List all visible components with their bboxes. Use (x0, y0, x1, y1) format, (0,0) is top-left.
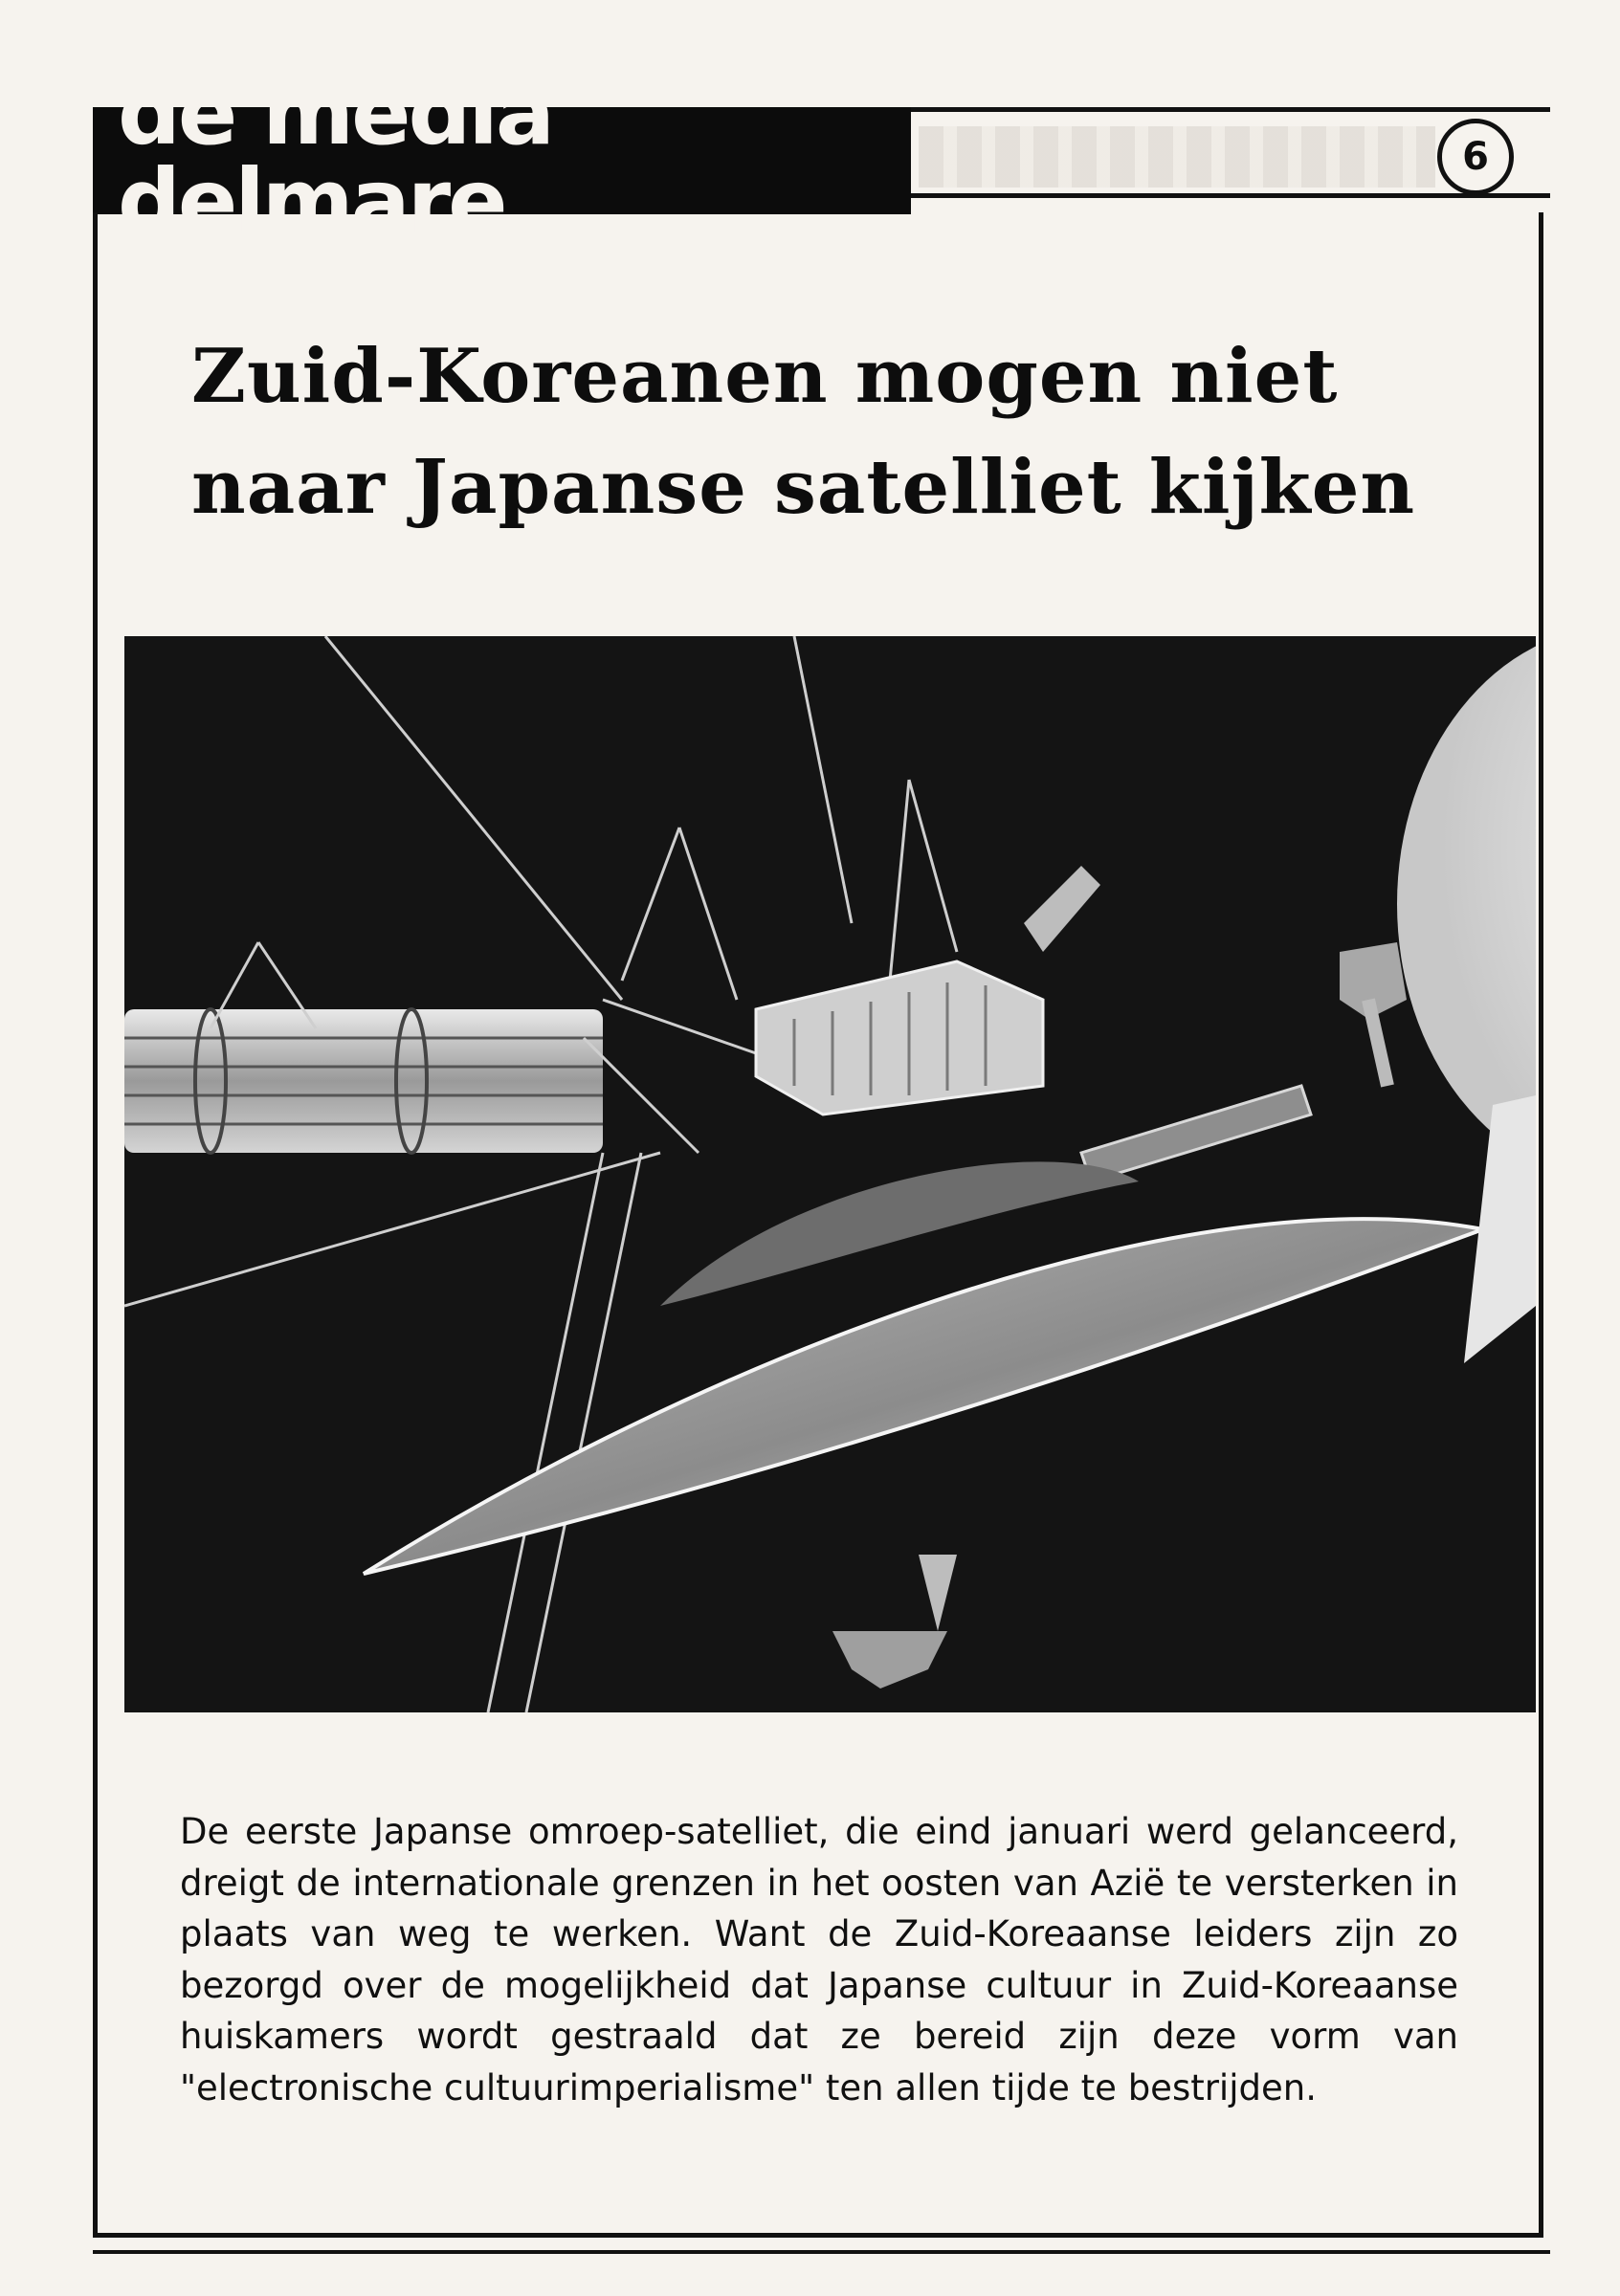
headline-line-1: Zuid-Koreanen mogen niet (191, 333, 1339, 420)
photo-caption: De eerste Japanse omroep-satelliet, die eind januari werd gelanceerd, dreigt de internationale grenzen in het oosten van Azië te versterken in plaats van weg te werken. Want de Zuid-Koreaanse leiders zijn zo bezorgd over de mogelijkheid dat Japanse cultuur in Zuid-Koreaanse huiskamers wordt gestraald dat ze bereid zijn deze vorm van "electronische cultuurimperialisme" ten allen tijde te bestrijden. (180, 1811, 1458, 2108)
headline-line-2: naar Japanse satelliet kijken (191, 444, 1416, 531)
brand-logo: de media delmare (118, 62, 553, 253)
masthead-top-rule (911, 107, 1550, 112)
solar-cylinder (124, 1009, 603, 1153)
headline (191, 321, 1474, 543)
page-bottom-rule (93, 2250, 1550, 2254)
page-number: 6 (1437, 119, 1514, 195)
satellite-photo (124, 636, 1536, 1712)
masthead-bottom-rule (911, 193, 1550, 198)
satellite-illustration (124, 636, 1536, 1712)
masthead (93, 62, 911, 253)
masthead-ghost-strip (919, 126, 1435, 188)
